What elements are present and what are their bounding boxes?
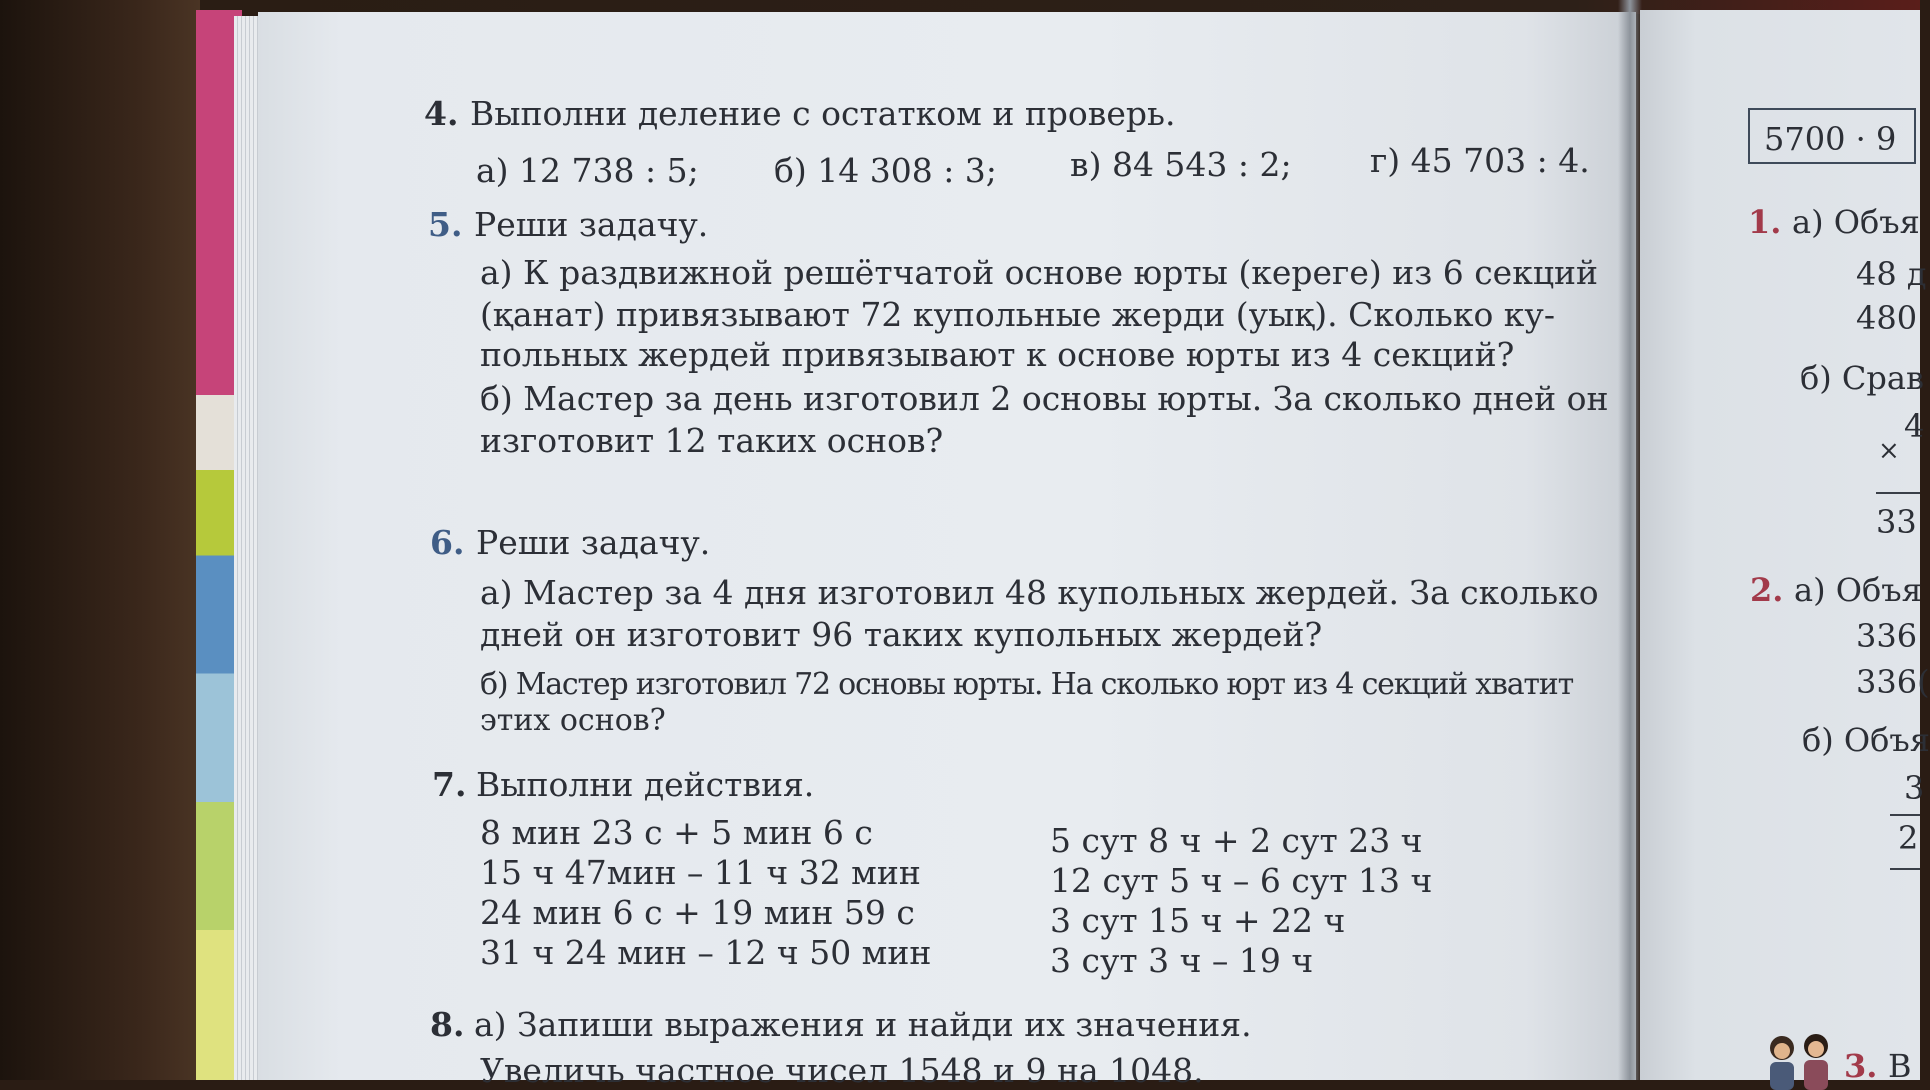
column-rule bbox=[1876, 492, 1920, 494]
division-item-a: а) 12 738 : 5; bbox=[476, 151, 699, 190]
time-expression: 8 мин 23 с + 5 мин 6 с bbox=[480, 813, 873, 852]
exercise-number: 1. bbox=[1748, 203, 1782, 241]
problem-a-line-2: (қанат) привязывают 72 купольные жерди (уық). Сколько ку- bbox=[480, 295, 1555, 334]
problem-a-line-1: а) К раздвижной решётчатой основе юрты (кереге) из 6 секций bbox=[480, 253, 1599, 292]
time-expression: 15 ч 47мин – 11 ч 32 мин bbox=[480, 853, 921, 892]
exercise-number: 2. bbox=[1750, 571, 1784, 609]
time-expression: 31 ч 24 мин – 12 ч 50 мин bbox=[480, 933, 932, 972]
exercise-subtitle: б) Объя bbox=[1802, 721, 1930, 759]
exercise-title: Выполни деление с остатком и проверь. bbox=[470, 94, 1176, 133]
division-item-c: в) 84 543 : 2; bbox=[1070, 145, 1292, 184]
problem-a-line-1: а) Мастер за 4 дня изготовил 48 купольных жердей. За сколько bbox=[480, 573, 1599, 612]
expression-box bbox=[1748, 108, 1916, 164]
time-expression: 3 сут 15 ч + 22 ч bbox=[1050, 901, 1346, 940]
children-mascot-icon bbox=[1760, 1032, 1840, 1090]
column-digit: 2 bbox=[1898, 819, 1919, 857]
exercise-number: 6. bbox=[430, 523, 465, 562]
table-surface bbox=[0, 0, 200, 1080]
exercise-subtitle: б) Срав bbox=[1800, 359, 1924, 397]
column-digit: 4 bbox=[1904, 407, 1925, 445]
exercise-title: В bbox=[1888, 1047, 1912, 1085]
exercise-title: а) Объя bbox=[1792, 203, 1920, 241]
time-expression: 5 сут 8 ч + 2 сут 23 ч bbox=[1050, 821, 1423, 860]
time-expression: 24 мин 6 с + 19 мин 59 с bbox=[480, 893, 915, 932]
exercise-number: 5. bbox=[428, 205, 463, 244]
time-expression: 12 сут 5 ч – 6 сут 13 ч bbox=[1050, 861, 1433, 900]
exercise-number: 7. bbox=[432, 765, 467, 804]
expression-box-text: 5700 · 9 bbox=[1764, 120, 1897, 158]
time-expression: 3 сут 3 ч – 19 ч bbox=[1050, 941, 1314, 980]
problem-b-line-1: б) Мастер за день изготовил 2 основы юрты. За сколько дней он bbox=[480, 379, 1609, 418]
exercise-number: 3. bbox=[1844, 1047, 1878, 1085]
exercise-value: 48 д bbox=[1856, 255, 1927, 293]
problem-b-line-2: изготовит 12 таких основ? bbox=[480, 421, 944, 460]
column-result: 33 bbox=[1876, 503, 1917, 541]
exercise-title: а) Объя bbox=[1794, 571, 1922, 609]
exercise-title: Реши задачу. bbox=[474, 205, 709, 244]
column-rule bbox=[1890, 814, 1920, 816]
exercise-title: Выполни действия. bbox=[476, 765, 815, 804]
right-page bbox=[1640, 10, 1930, 1085]
left-page bbox=[258, 12, 1636, 1090]
exercise-value: 336( bbox=[1856, 663, 1930, 701]
column-digit: 3 bbox=[1904, 769, 1925, 807]
book-gutter-shadow bbox=[1618, 0, 1642, 1080]
problem-a-line-2: дней он изготовит 96 таких купольных жердей? bbox=[480, 615, 1323, 654]
exercise-text-line: Увеличь частное чисел 1548 и 9 на 1048. bbox=[480, 1051, 1204, 1090]
exercise-number: 8. bbox=[430, 1005, 465, 1044]
division-item-b: б) 14 308 : 3; bbox=[774, 151, 997, 190]
exercise-value: 336 bbox=[1856, 617, 1918, 655]
multiply-sign: × bbox=[1878, 436, 1900, 466]
problem-b-line-1: б) Мастер изготовил 72 основы юрты. На сколько юрт из 4 секций хватит bbox=[480, 667, 1573, 702]
division-item-d: г) 45 703 : 4. bbox=[1370, 141, 1590, 180]
exercise-title: а) Запиши выражения и найди их значения. bbox=[474, 1005, 1252, 1044]
exercise-title: Реши задачу. bbox=[476, 523, 711, 562]
problem-b-line-2: этих основ? bbox=[480, 703, 666, 738]
column-rule bbox=[1890, 868, 1920, 870]
exercise-number: 4. bbox=[424, 94, 459, 133]
problem-a-line-3: польных жердей привязывают к основе юрты из 4 секций? bbox=[480, 335, 1515, 374]
exercise-value: 480 bbox=[1856, 299, 1918, 337]
